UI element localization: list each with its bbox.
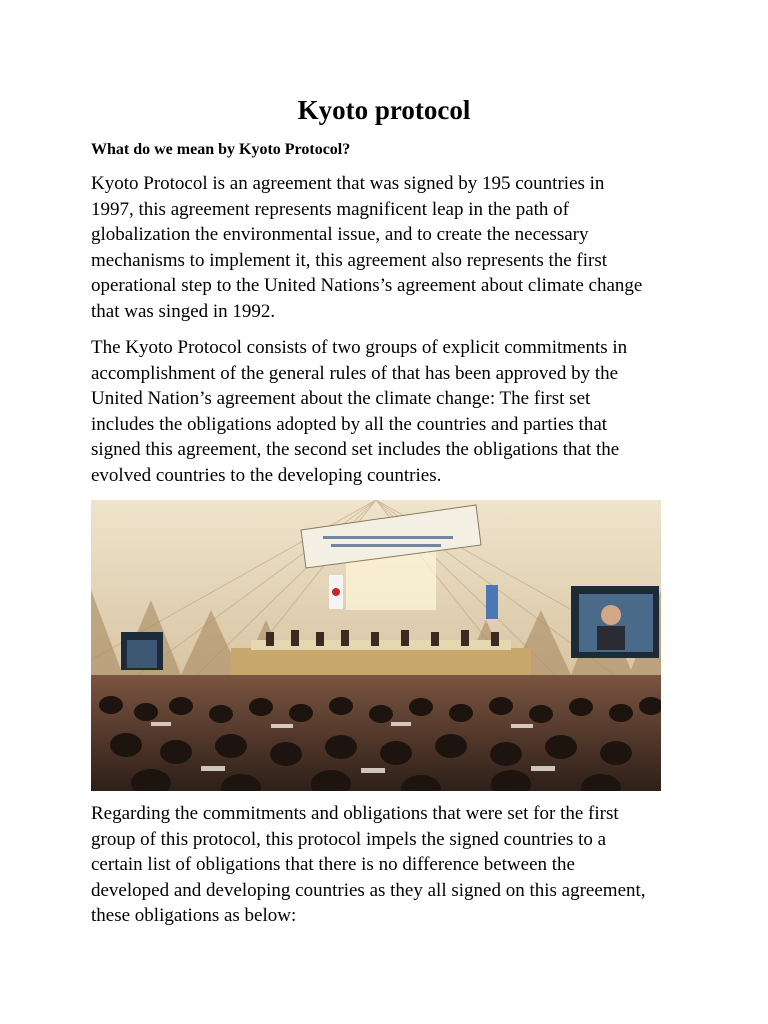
- paragraph-line: includes the obligations adopted by all the countries and parties that: [91, 413, 608, 435]
- paragraph-line: evolved countries to the developing countries.: [91, 464, 442, 486]
- paragraph-line: Kyoto Protocol is an agreement that was signed by 195 countries in: [91, 173, 605, 194]
- paragraph-line: that was singed in 1992.: [91, 300, 276, 322]
- paragraph-line: signed this agreement, the second set includes the obligations that the: [91, 439, 620, 460]
- section-heading: What do we mean by Kyoto Protocol?: [91, 141, 351, 158]
- conference-hall-photo: [91, 500, 661, 791]
- paragraph-line: certain list of obligations that there is no difference between the: [91, 854, 575, 875]
- paragraph-line: mechanisms to implement it, this agreement also represents the first: [91, 249, 608, 271]
- paragraph-line: operational step to the United Nations’s agreement about climate change: [91, 275, 643, 296]
- paragraph-1: [91, 171, 691, 324]
- paragraph-line: globalization the environmental issue, and to create the necessary: [91, 224, 589, 245]
- paragraph-line: 1997, this agreement represents magnificent leap in the path of: [91, 198, 570, 220]
- paragraph-2: [91, 335, 691, 488]
- paragraph-line: accomplishment of the general rules of that has been approved by the: [91, 362, 619, 384]
- paragraph-line: group of this protocol, this protocol impels the signed countries to a: [91, 828, 607, 850]
- paragraph-line: Regarding the commitments and obligations that were set for the first: [91, 803, 619, 824]
- document-title: Kyoto protocol: [297, 95, 471, 125]
- paragraph-line: these obligations as below:: [91, 905, 297, 926]
- paragraph-line: developed and developing countries as they all signed on this agreement,: [91, 879, 646, 901]
- paragraph-line: The Kyoto Protocol consists of two groups of explicit commitments in: [91, 337, 628, 358]
- paragraph-line: United Nation’s agreement about the climate change: The first set: [91, 388, 591, 409]
- paragraph-3: [91, 801, 691, 929]
